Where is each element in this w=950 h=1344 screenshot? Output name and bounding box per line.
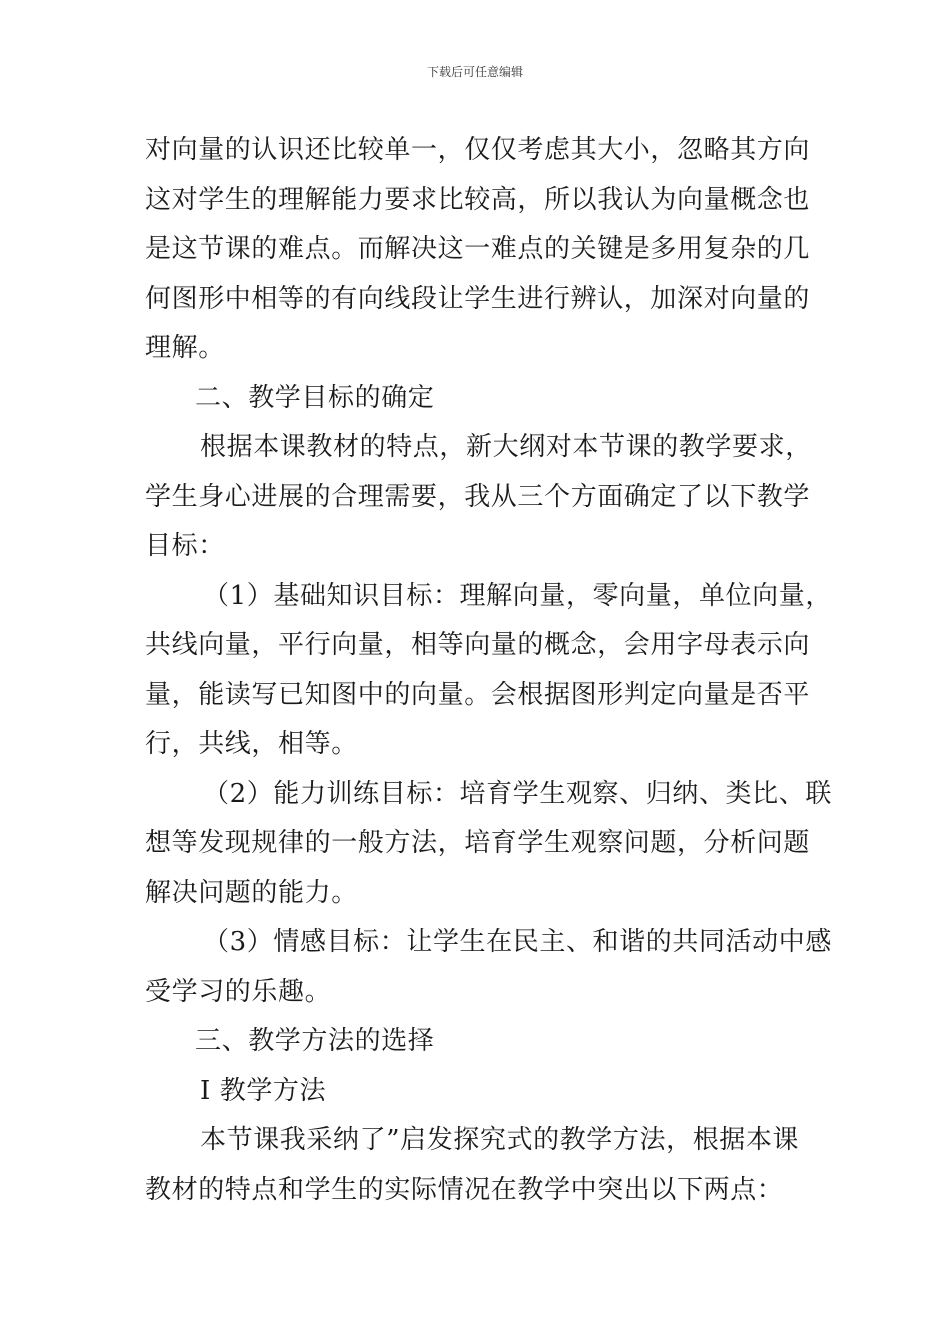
page-header: 下载后可任意编辑 bbox=[426, 65, 523, 79]
objective-item-knowledge bbox=[145, 572, 832, 770]
text-line: 对向量的认识还比较单一，仅仅考虑其大小，忽略其方向 bbox=[145, 135, 811, 165]
text-line: 何图形中相等的有向线段让学生进行辨认，加深对向量的 bbox=[145, 283, 811, 314]
text-line: 受学习的乐趣。 bbox=[145, 976, 332, 1007]
document-body bbox=[145, 126, 832, 1215]
text-line: 量，能读写已知图中的向量。会根据图形判定向量是否平 bbox=[145, 679, 811, 710]
text-line: 想等发现规律的一般方法，培育学生观察问题，分析问题 bbox=[145, 828, 811, 858]
objective-item-ability bbox=[145, 770, 832, 919]
text-line: 学生身心进展的合理需要，我从三个方面确定了以下教学 bbox=[145, 481, 811, 512]
text-line: Ⅰ 教学方法 bbox=[200, 1075, 327, 1106]
heading-line: 二、教学目标的确定 bbox=[195, 382, 435, 413]
heading-line: 三、教学方法的选择 bbox=[195, 1026, 435, 1056]
text-line: 理解。 bbox=[145, 333, 225, 363]
text-line: 是这节课的难点。而解决这一难点的关键是多用复杂的几 bbox=[145, 234, 811, 264]
section-heading-methods bbox=[145, 1017, 815, 1067]
subheading-teaching-method bbox=[145, 1067, 815, 1117]
text-line: 目标： bbox=[145, 531, 225, 561]
text-line: （1）基础知识目标：理解向量，零向量，单位向量， bbox=[203, 580, 832, 611]
text-line: 这对学生的理解能力要求比较高，所以我认为向量概念也 bbox=[145, 184, 811, 215]
text-line: 根据本课教材的特点，新大纲对本节课的教学要求， bbox=[200, 432, 812, 462]
text-line: 教材的特点和学生的实际情况在教学中突出以下两点： bbox=[145, 1174, 784, 1205]
paragraph-objectives-intro bbox=[145, 423, 815, 572]
text-line: 行，共线，相等。 bbox=[145, 729, 358, 759]
section-heading-objectives bbox=[145, 374, 815, 424]
text-line: （3）情感目标：让学生在民主、和谐的共同活动中感 bbox=[203, 927, 832, 957]
paragraph-methods bbox=[145, 1116, 815, 1215]
text-line: 共线向量，平行向量，相等向量的概念，会用字母表示向 bbox=[145, 630, 811, 660]
text-line: 解决问题的能力。 bbox=[145, 877, 358, 908]
text-line: 本节课我采纳了”启发探究式的教学方法，根据本课 bbox=[200, 1125, 800, 1155]
objective-item-emotion bbox=[145, 918, 832, 1017]
text-line: （2）能力训练目标：培育学生观察、归纳、类比、联 bbox=[203, 778, 832, 809]
paragraph-intro bbox=[145, 126, 815, 374]
